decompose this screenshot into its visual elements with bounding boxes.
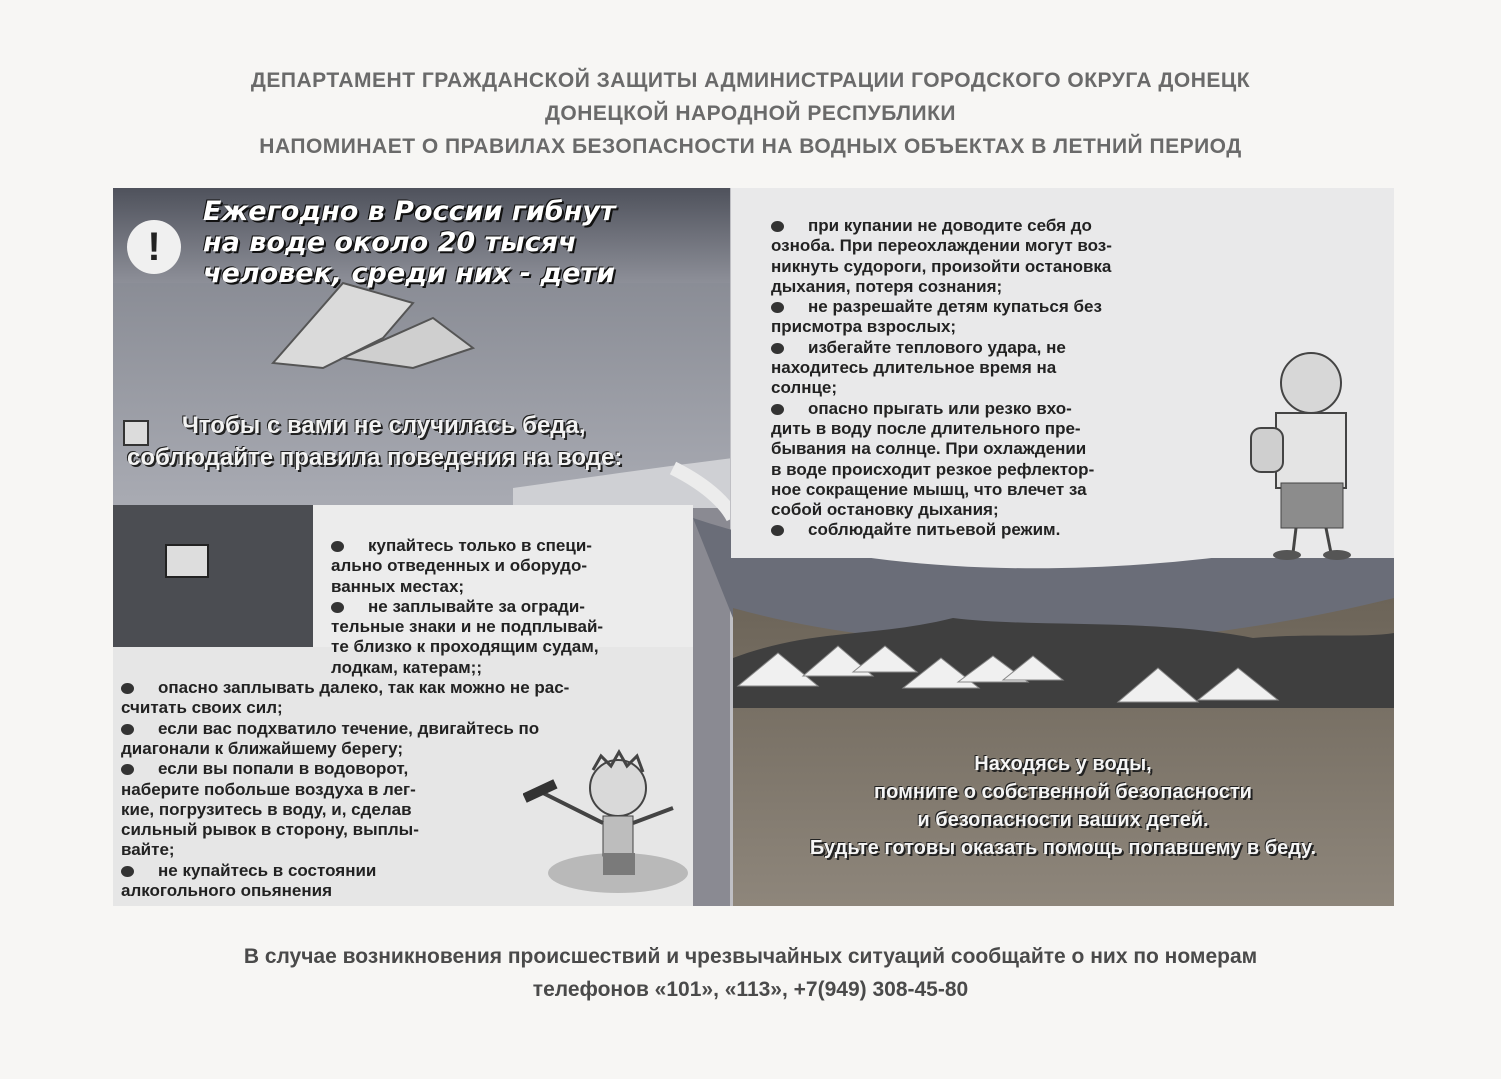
footer-line-1: В случае возникновения происшествий и чрезвычайных ситуаций сообщайте о них по номерам [243,945,1258,968]
rule-text: присмотра взрослых; [771,317,957,337]
rule-text: ное сокращение мышц, что влечет за [771,479,1087,499]
rules-title-line: Чтобы с вами не случилась беда, [182,412,586,439]
rule-line [121,719,693,739]
rule-text: находитесь длительное время на [771,358,1057,378]
rule-line [771,297,1241,317]
beach-message-line: Находясь у воды, [974,753,1152,775]
document-header [0,64,1501,163]
header-line-2: ДОНЕЦКОЙ НАРОДНОЙ РЕСПУБЛИКИ [544,102,957,125]
rule-text: сильный рывок в сторону, выплы- [121,820,419,840]
rule-text: избегайте теплового удара, не [808,337,1066,357]
beach-safety-message [753,750,1373,862]
rule-text: собой остановку дыхания; [771,500,999,520]
rule-line [771,500,1241,520]
rule-text: опасно заплывать далеко, так как можно не рас- [158,678,570,698]
rule-line [121,658,693,678]
footer-line-2: телефонов «101», «113», +7(949) 308-45-80 [532,978,969,1001]
rule-text: не разрешайте детям купаться без [808,297,1102,317]
bullet-dot-icon [331,541,344,552]
rule-line [771,338,1241,358]
rule-text: лодкам, катерам;; [331,657,482,677]
rule-line [121,678,693,698]
beach-message-line: помните о собственной безопасности [874,781,1252,803]
header-line-1: ДЕПАРТАМЕНТ ГРАЖДАНСКОЙ ЗАЩИТЫ АДМИНИСТРАЦИИ ГОРОДСКОГО ОКРУГА ДОНЕЦК [250,69,1251,92]
rule-text: при купании не доводите себя до [808,216,1092,235]
rule-text: те близко к проходящим судам, [331,637,599,657]
bullet-dot-icon [771,221,784,232]
rule-line [121,637,693,657]
poster-headline [203,196,763,289]
header-line-3: НАПОМИНАЕТ О ПРАВИЛАХ БЕЗОПАСНОСТИ НА ВОДНЫХ ОБЪЕКТАХ В ЛЕТНИЙ ПЕРИОД [259,135,1242,158]
rule-text: никнуть судороги, произойти остановка [771,256,1112,276]
bullet-dot-icon [121,764,134,775]
bullet-dot-icon [771,343,784,354]
rules-title [127,410,707,474]
rule-line [771,317,1241,337]
rule-line [771,439,1241,459]
rule-line [121,617,693,637]
warning-exclamation-icon: ! [127,220,181,274]
rule-text: если вы попали в водоворот, [158,759,409,779]
rule-line [771,480,1241,500]
rule-text: ванных местах; [331,576,465,596]
bullet-dot-icon [771,302,784,313]
rule-line [771,378,1241,398]
safety-poster [113,188,1394,906]
rule-text: опасно прыгать или резко вхо- [808,398,1072,418]
rule-text: дить в воду после длительного пре- [771,418,1081,438]
rule-line [121,556,693,576]
bullet-dot-icon [331,602,344,613]
bullet-dot-icon [771,525,784,536]
document-footer [0,940,1501,1006]
beach-message-line: и безопасности ваших детей. [917,809,1209,831]
rule-line [121,536,693,556]
rule-text: ально отведенных и оборудо- [331,556,587,576]
headline-line: Ежегодно в России гибнут [203,196,616,227]
rule-text: алкогольного опьянения [121,881,332,901]
rule-line [771,419,1241,439]
rules-title-line: соблюдайте правила поведения на воде: [127,444,623,471]
bullet-dot-icon [121,683,134,694]
rule-text: в воде происходит резкое рефлектор- [771,459,1095,479]
rule-text: диагонали к ближайшему берегу; [121,738,404,758]
rule-text: кие, погрузитесь в воду, и, сделав [121,799,412,819]
rule-text: считать своих сил; [121,698,283,718]
rule-text: дыхания, потеря сознания; [771,276,1003,296]
rule-line [121,597,693,617]
rule-line [121,577,693,597]
rule-line [771,257,1241,277]
rule-text: солнце; [771,378,838,398]
rule-text: купайтесь только в специ- [368,536,592,555]
rule-text: наберите побольше воздуха в лег- [121,779,416,799]
rule-text: бывания на солнце. При охлаждении [771,439,1087,459]
headline-line: человек, среди них - дети [203,258,616,289]
rule-line [771,399,1241,419]
man-drinking-cartoon-illustration [1231,348,1381,563]
rule-text: не купайтесь в состоянии [158,860,377,880]
rule-line [771,236,1241,256]
rule-text: вайте; [121,840,175,860]
rule-line [771,358,1241,378]
rule-line [771,520,1241,540]
headline-line: на воде около 20 тысяч [203,227,577,258]
rule-text: тельные знаки и не подплывай- [331,617,604,637]
bullet-dot-icon [121,724,134,735]
bullet-dot-icon [121,866,134,877]
rule-line [121,698,693,718]
rule-text: если вас подхватило течение, двигайтесь по [158,718,540,738]
rules-list-right [771,216,1241,541]
rule-line [771,460,1241,480]
rule-line [771,216,1241,236]
bullet-dot-icon [771,404,784,415]
beach-message-line: Будьте готовы оказать помощь попавшему в беду. [809,837,1317,859]
rule-text: соблюдайте питьевой режим. [808,520,1061,540]
rule-text: озноба. При переохлаждении могут воз- [771,236,1112,256]
rule-line [771,277,1241,297]
rule-text: не заплывайте за огради- [368,596,585,616]
boy-cartoon-illustration [523,748,693,898]
